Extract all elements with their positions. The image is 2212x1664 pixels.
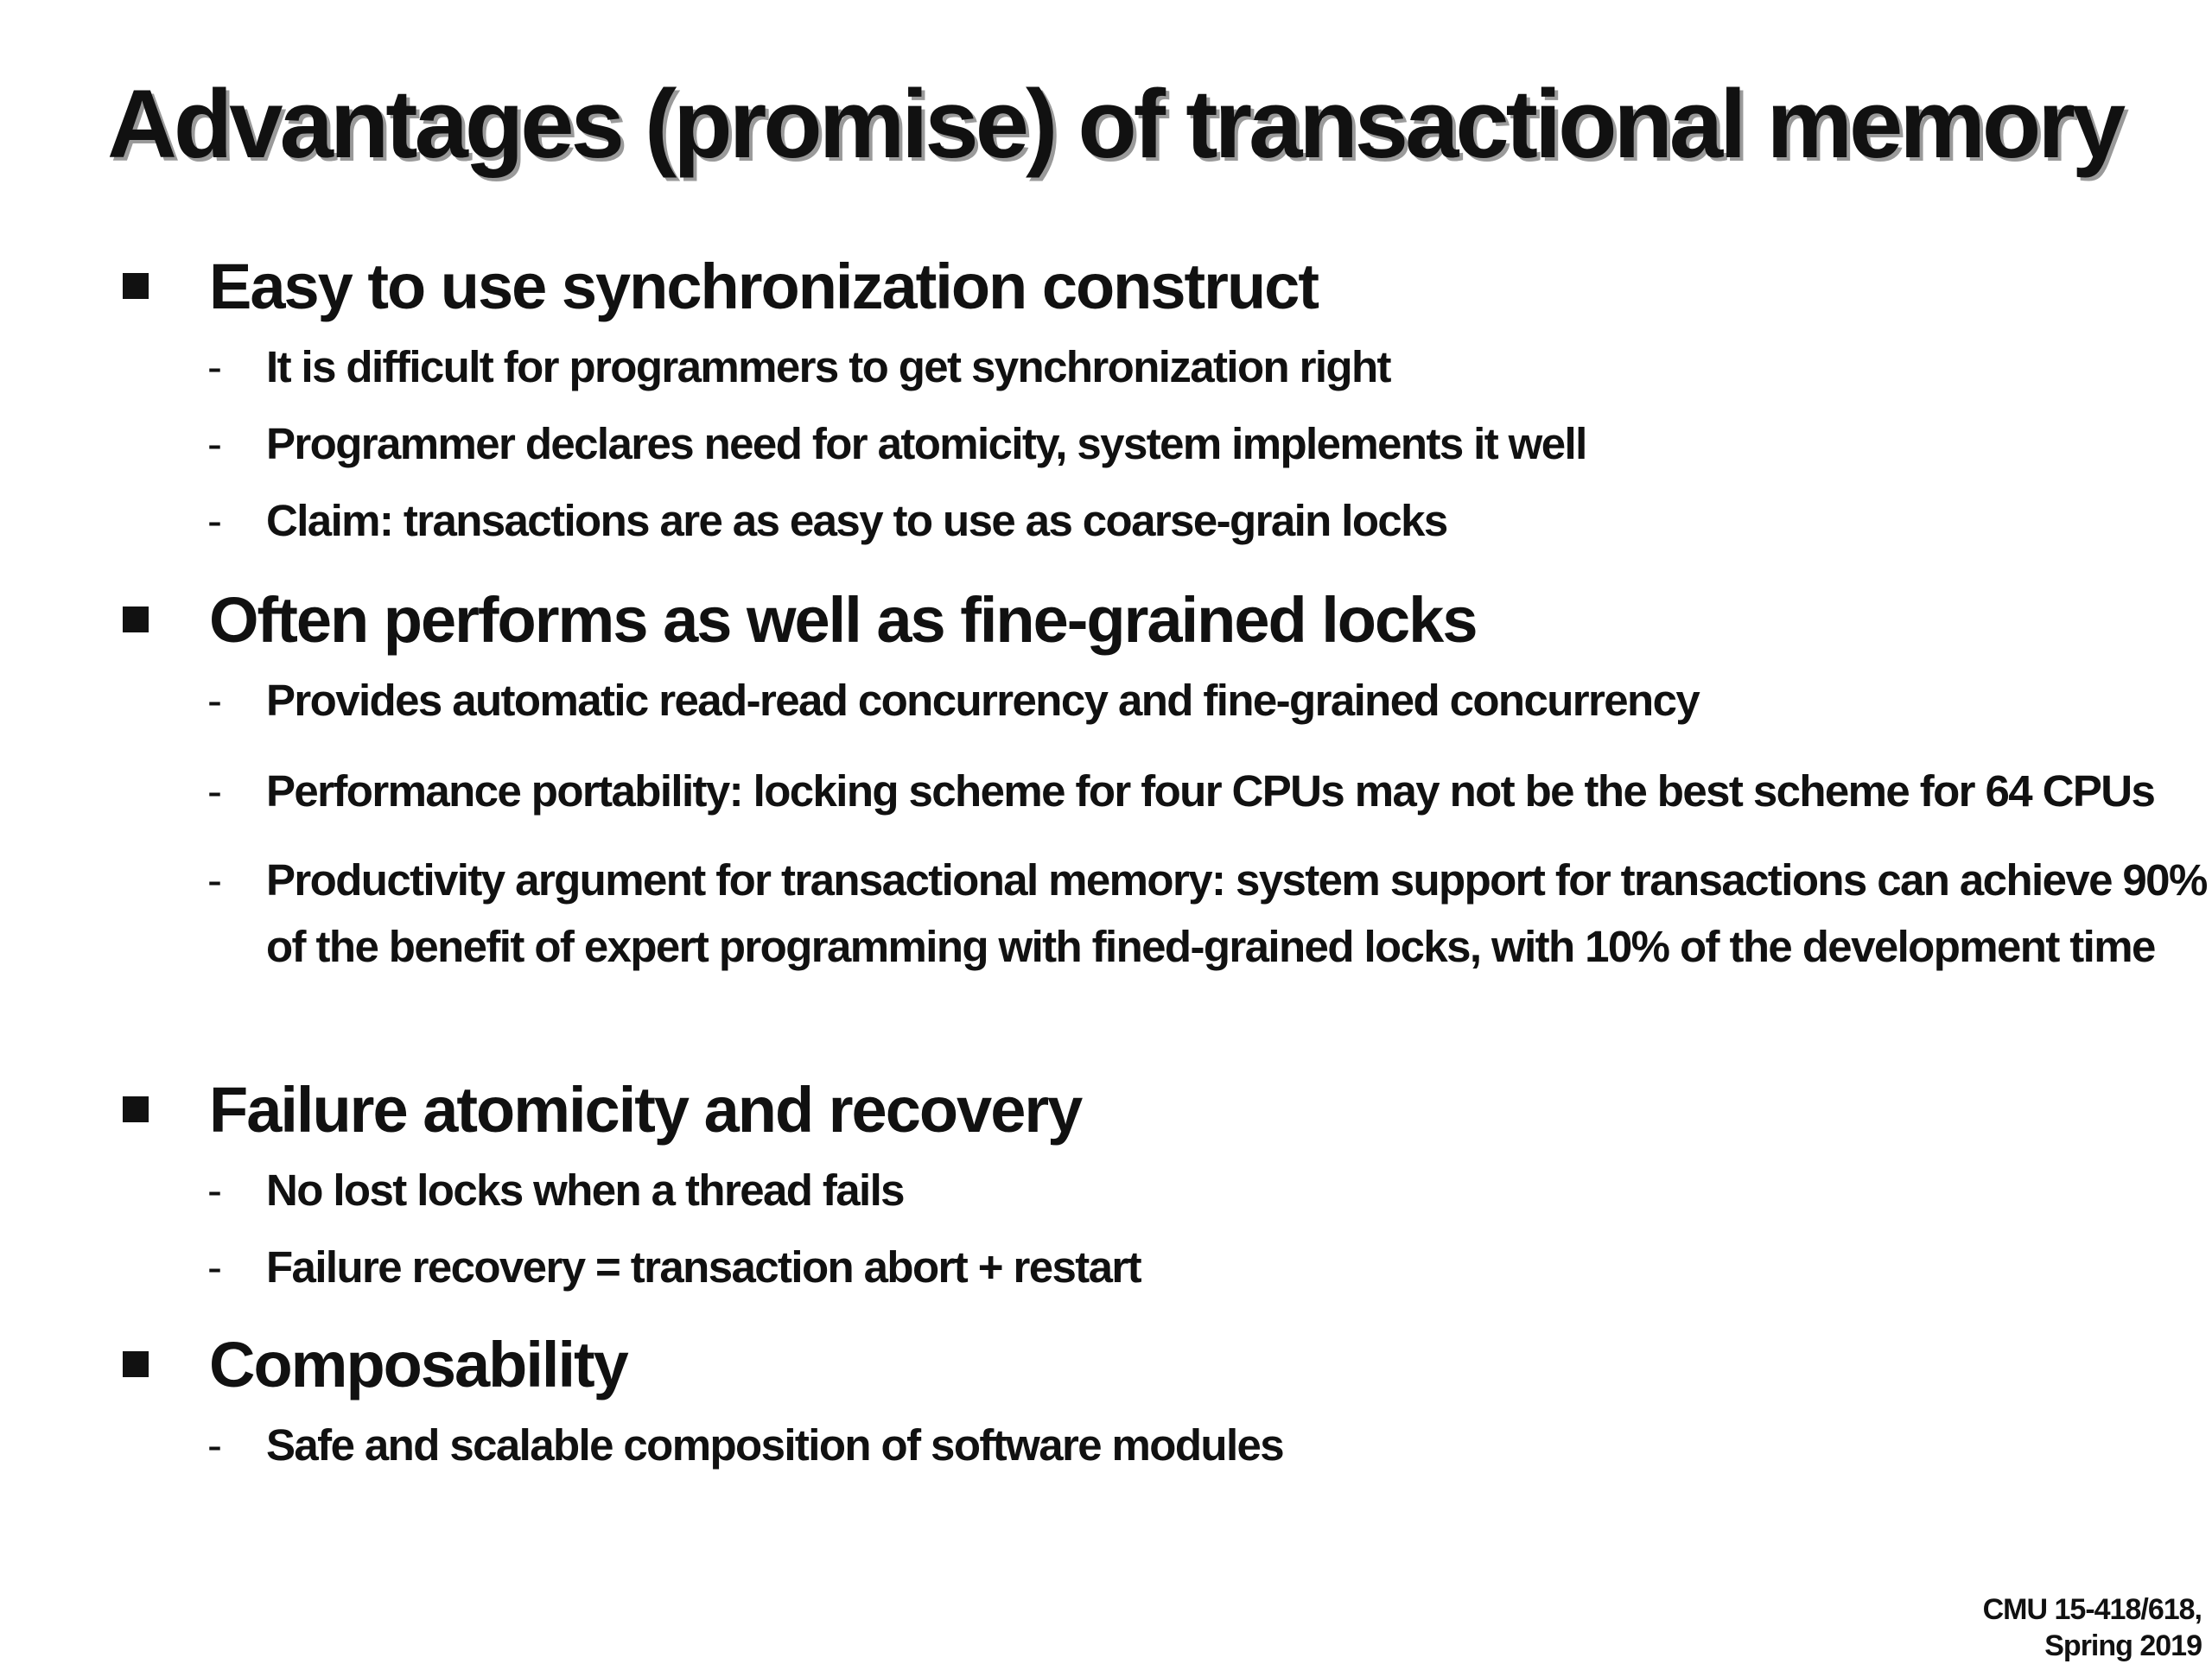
list-item [123, 758, 2167, 824]
sub-item-text: It is difficult for programmers to get synchronization right [266, 342, 1390, 391]
sub-item-text: Claim: transactions are as easy to use as coarse-grain locks [266, 496, 1447, 545]
list-item [123, 410, 2167, 477]
bullet-square-icon [123, 273, 149, 299]
dash-marker: - [207, 342, 221, 391]
bullet-heading: Composability [209, 1329, 627, 1400]
bullet-heading: Failure atomicity and recovery [209, 1074, 1082, 1146]
bullet-heading: Easy to use synchronization construct [209, 251, 1318, 322]
sub-item-text: Performance portability: locking scheme for four CPUs may not be the best scheme for 64 CPUs [266, 766, 2155, 816]
footer-course: CMU 15-418/618, [1982, 1593, 2202, 1626]
list-item [123, 333, 2167, 400]
dash-marker: - [207, 766, 221, 816]
sub-item-text: Provides automatic read-read concurrency and fine-grained concurrency [266, 676, 1700, 725]
sub-item-text: No lost locks when a thread fails [266, 1165, 904, 1215]
dash-marker: - [207, 1165, 221, 1215]
bullet-composability [123, 1329, 2110, 1487]
bullet-square-icon [123, 1351, 149, 1377]
sub-item-text: Productivity argument for transactional memory: system support for transactions can achieve 90% of the benefit of expert programming with fined-grained locks, with 10% of the development time [266, 855, 2207, 971]
list-item [123, 487, 2167, 554]
course-footer [1983, 1591, 2202, 1664]
dash-marker: - [207, 1420, 221, 1470]
bullet-performance [123, 584, 2207, 988]
bullet-easy-to-use [123, 251, 2110, 562]
sub-item-text: Failure recovery = transaction abort + restart [266, 1242, 1141, 1292]
footer-term: Spring 2019 [2044, 1629, 2202, 1662]
sub-list [123, 333, 2110, 554]
list-item [123, 1157, 2167, 1223]
sub-item-text: Safe and scalable composition of software modules [266, 1420, 1284, 1470]
dash-marker: - [207, 1242, 221, 1292]
dash-marker: - [207, 855, 221, 905]
dash-marker: - [207, 676, 221, 725]
sub-item-text: Programmer declares need for atomicity, system implements it well [266, 419, 1586, 468]
bullet-square-icon [123, 607, 149, 632]
list-item [123, 847, 2210, 980]
dash-marker: - [207, 419, 221, 468]
sub-list [123, 667, 2207, 980]
bullet-failure-atomicity [123, 1074, 2110, 1309]
bullet-heading: Often performs as well as fine-grained locks [209, 584, 1477, 656]
list-item [123, 667, 2167, 734]
list-item [123, 1412, 2167, 1478]
slide-title: Advantages (promise) of transactional memory [107, 70, 2123, 178]
sub-list [123, 1412, 2110, 1478]
dash-marker: - [207, 496, 221, 545]
sub-list [123, 1157, 2110, 1300]
list-item [123, 1234, 2167, 1300]
bullet-square-icon [123, 1096, 149, 1122]
